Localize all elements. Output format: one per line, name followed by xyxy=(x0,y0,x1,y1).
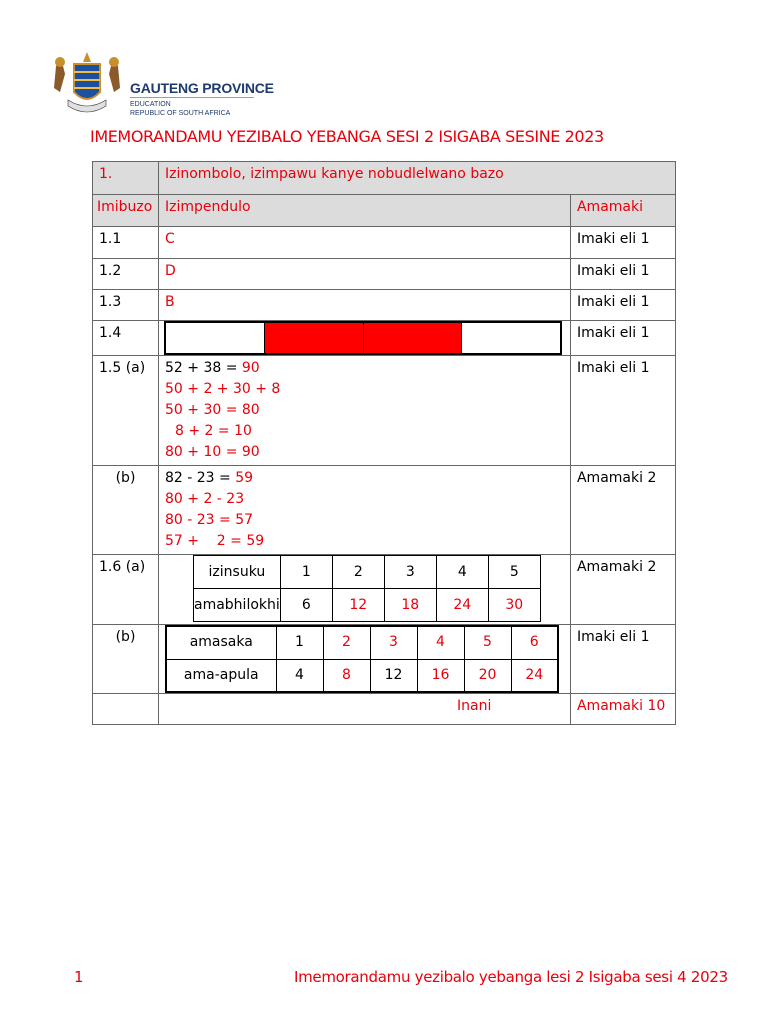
answer: B xyxy=(159,290,571,321)
table-row xyxy=(166,659,558,692)
table-cell-answer: 16 xyxy=(417,659,464,692)
table-row xyxy=(93,321,676,356)
table-row xyxy=(93,356,676,466)
row-label: ama-apula xyxy=(166,659,276,692)
marks: Imaki eli 1 xyxy=(570,227,675,259)
working-step: 57 + 2 = 59 xyxy=(165,533,265,549)
coat-of-arms-icon xyxy=(48,48,126,122)
section-row xyxy=(93,162,676,195)
footer-text: Imemorandamu yezibalo yebanga lesi 2 Isigaba sesi 4 2023 xyxy=(294,968,728,986)
shaded-boxes xyxy=(164,321,562,355)
working-step: 80 + 10 = 90 xyxy=(165,444,260,460)
org-subtitle xyxy=(130,100,230,118)
table-row xyxy=(93,259,676,290)
table-cell-answer: 18 xyxy=(384,589,436,622)
marks: Imaki eli 1 xyxy=(570,625,675,694)
shaded-box xyxy=(364,323,463,353)
col-header-marks: Amamaki xyxy=(570,195,675,227)
table-cell-answer: 20 xyxy=(464,659,511,692)
table-row xyxy=(93,625,676,694)
table-cell: 4 xyxy=(436,556,488,589)
question-number: 1.1 xyxy=(93,227,159,259)
days-blocks-table xyxy=(193,555,541,622)
section-number: 1. xyxy=(93,162,159,195)
question-number: 1.4 xyxy=(93,321,159,356)
empty-cell xyxy=(93,694,159,725)
answer xyxy=(159,321,571,356)
equation-answer: 59 xyxy=(235,470,254,486)
table-cell: 1 xyxy=(276,626,323,659)
table-row xyxy=(93,555,676,625)
table-cell: 12 xyxy=(370,659,417,692)
answer xyxy=(159,356,571,466)
table-cell-answer: 24 xyxy=(511,659,558,692)
marks: Imaki eli 1 xyxy=(570,259,675,290)
working-step: 50 + 30 = 80 xyxy=(165,402,260,418)
table-cell-answer: 3 xyxy=(370,626,417,659)
table-row xyxy=(93,466,676,555)
col-header-answers: Izimpendulo xyxy=(159,195,571,227)
sacks-apples-table xyxy=(165,625,559,693)
org-name: GAUTENG PROVINCE xyxy=(130,80,274,96)
question-number: 1.6 (a) xyxy=(93,555,159,625)
row-label: amabhilokhi xyxy=(194,589,281,622)
empty-box xyxy=(462,323,560,353)
table-cell: 2 xyxy=(332,556,384,589)
col-header-questions: Imibuzo xyxy=(93,195,159,227)
table-cell: 1 xyxy=(280,556,332,589)
table-cell: 6 xyxy=(280,589,332,622)
equation-answer: 90 xyxy=(241,360,260,376)
table-row xyxy=(194,556,541,589)
table-cell-answer: 24 xyxy=(436,589,488,622)
equation xyxy=(165,358,564,379)
column-header-row xyxy=(93,195,676,227)
question-number: 1.2 xyxy=(93,259,159,290)
marks: Amamaki 2 xyxy=(570,555,675,625)
total-row xyxy=(93,694,676,725)
gauteng-logo xyxy=(48,48,274,122)
working-step: 80 - 23 = 57 xyxy=(165,512,254,528)
marks: Imaki eli 1 xyxy=(570,321,675,356)
answer xyxy=(159,625,571,694)
answer: C xyxy=(159,227,571,259)
equation-text: 52 + 38 = xyxy=(165,360,242,376)
page-title: IMEMORANDAMU YEZIBALO YEBANGA SESI 2 ISIGABA SESINE 2023 xyxy=(90,127,604,146)
table-cell-answer: 8 xyxy=(323,659,370,692)
table-cell-answer: 5 xyxy=(464,626,511,659)
dept-name: EDUCATION xyxy=(130,101,171,108)
empty-box xyxy=(166,323,265,353)
table-cell-answer: 12 xyxy=(332,589,384,622)
working-step: 50 + 2 + 30 + 8 xyxy=(165,381,281,397)
total-label: Inani xyxy=(159,694,571,725)
memo-table xyxy=(92,161,676,725)
question-number: (b) xyxy=(93,466,159,555)
answer xyxy=(159,555,571,625)
table-cell-answer: 4 xyxy=(417,626,464,659)
table-cell: 5 xyxy=(488,556,540,589)
table-row xyxy=(93,227,676,259)
row-label: izinsuku xyxy=(194,556,281,589)
shaded-box xyxy=(265,323,364,353)
equation xyxy=(165,468,564,489)
country-name: REPUBLIC OF SOUTH AFRICA xyxy=(130,110,231,117)
marks: Amamaki 2 xyxy=(570,466,675,555)
table-row xyxy=(194,589,541,622)
question-number: 1.5 (a) xyxy=(93,356,159,466)
marks: Imaki eli 1 xyxy=(570,356,675,466)
table-cell: 3 xyxy=(384,556,436,589)
logo-divider xyxy=(130,97,254,98)
row-label: amasaka xyxy=(166,626,276,659)
answer xyxy=(159,466,571,555)
table-cell-answer: 6 xyxy=(511,626,558,659)
equation-text: 82 - 23 = xyxy=(165,470,236,486)
question-number: 1.3 xyxy=(93,290,159,321)
working-step: 80 + 2 - 23 xyxy=(165,491,245,507)
marks: Imaki eli 1 xyxy=(570,290,675,321)
section-heading: Izinombolo, izimpawu kanye nobudlelwano bazo xyxy=(159,162,676,195)
table-row xyxy=(166,626,558,659)
page-number: 1 xyxy=(74,968,84,986)
total-marks: Amamaki 10 xyxy=(570,694,675,725)
table-row xyxy=(93,290,676,321)
working-step: 8 + 2 = 10 xyxy=(175,423,252,439)
table-cell: 4 xyxy=(276,659,323,692)
answer: D xyxy=(159,259,571,290)
table-cell-answer: 30 xyxy=(488,589,540,622)
table-cell-answer: 2 xyxy=(323,626,370,659)
question-number: (b) xyxy=(93,625,159,694)
